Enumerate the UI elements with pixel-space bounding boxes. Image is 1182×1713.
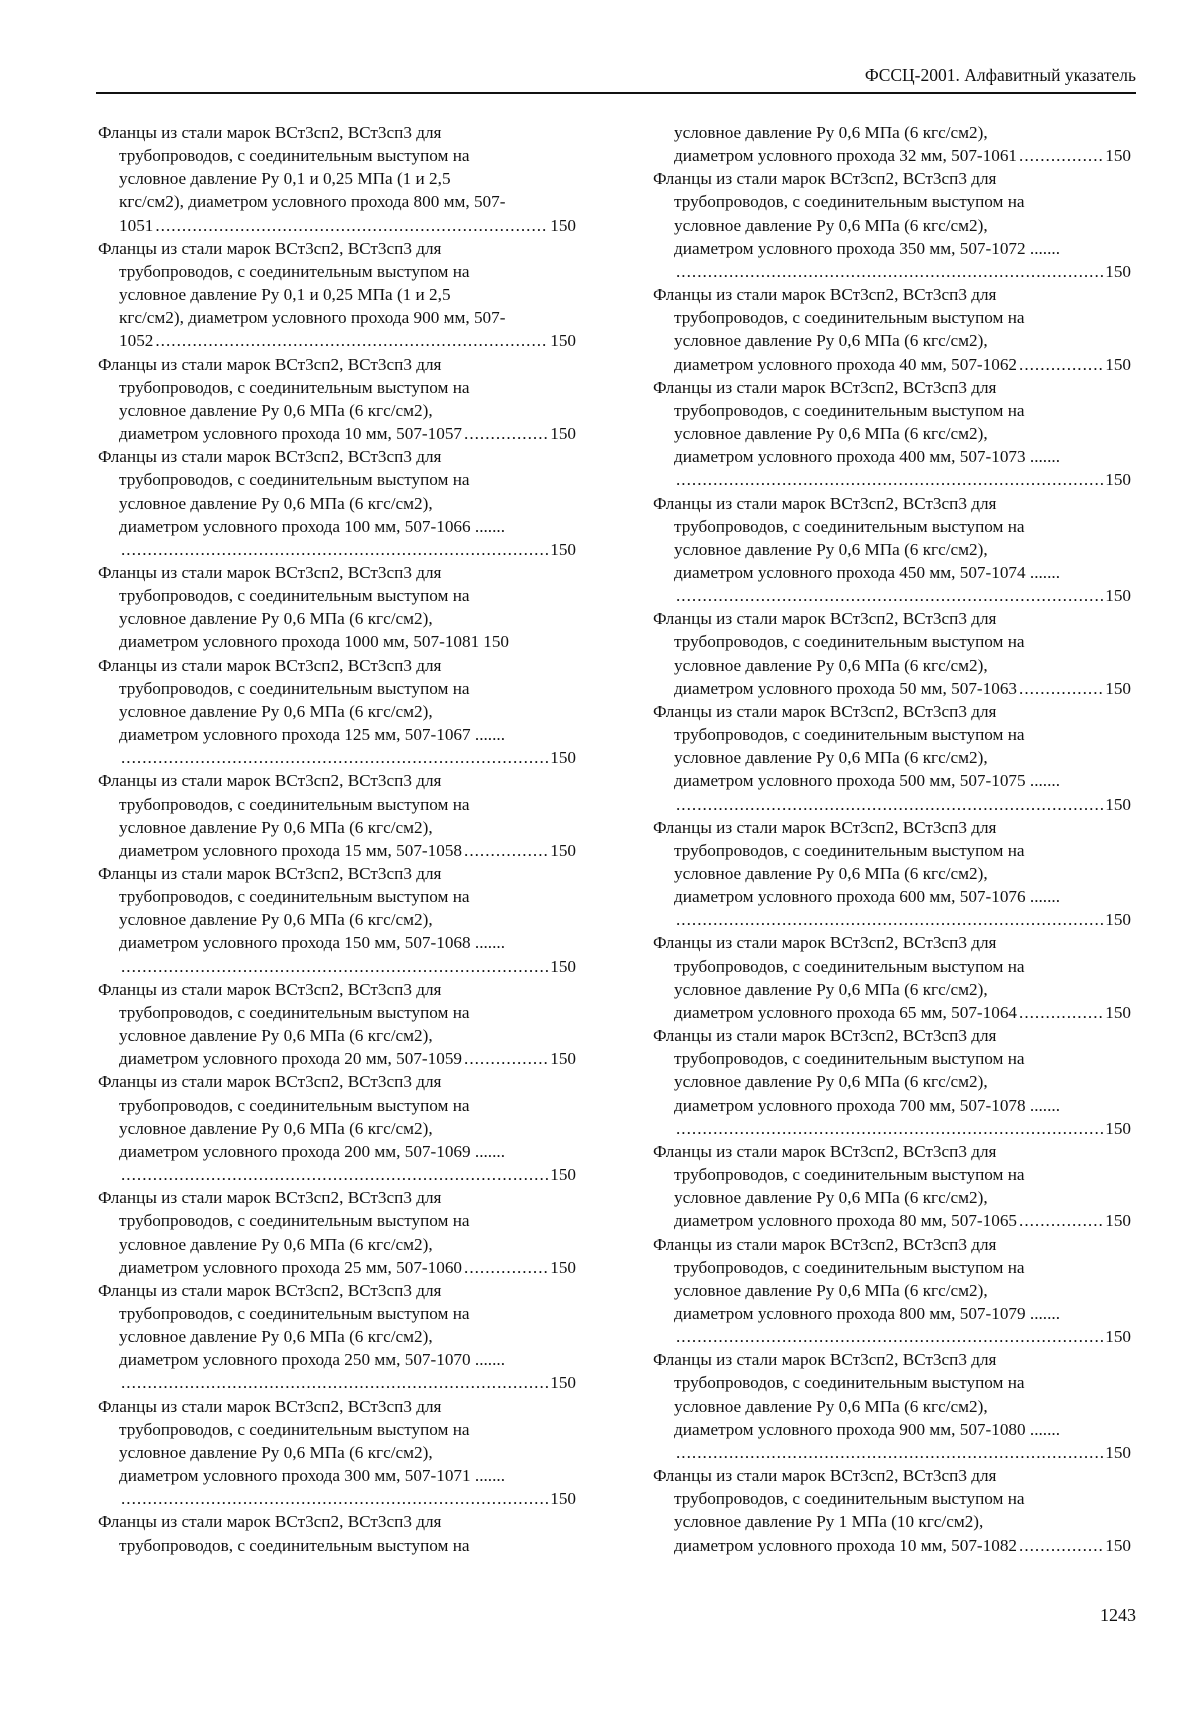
entry-page-number: 150 [550,424,576,444]
entry-page-number: 150 [1105,678,1131,698]
entry-page-ref [98,214,576,237]
dot-leader [1019,353,1103,376]
entry-page-number: 150 [550,1489,576,1509]
entry-page-ref [653,353,1131,376]
entry-title-line: Фланцы из стали марок ВСт3сп2, ВСт3сп3 для [98,123,442,142]
entry-last-line: 1052 [119,331,154,351]
entry-page-ref [653,1117,1131,1140]
index-entry [98,654,576,770]
entry-last-line: диаметром условного прохода 1000 мм, 507-1081 [119,632,480,652]
entry-page-ref [653,260,1131,283]
page-header-title: ФССЦ-2001. Алфавитный указатель [864,65,1136,85]
entry-page-number: 150 [1105,261,1131,281]
entry-page-ref [653,1534,1131,1557]
dot-leader [1019,677,1103,700]
entry-line: диаметром условного прохода 125 мм, 507-1067 ....... [119,725,505,745]
entry-page-number: 150 [550,956,576,976]
entry-line: условное давление Ру 0,6 МПа (6 кгс/см2), [674,331,988,351]
entry-page-number: 150 [1105,586,1131,606]
entry-page-number: 150 [1105,794,1131,814]
dot-leader [676,908,1103,931]
index-entry [653,700,1131,816]
entry-page-number: 150 [550,331,576,351]
index-entry [98,353,576,446]
index-entry [653,1140,1131,1233]
entry-page-ref [98,1163,576,1186]
entry-page-ref [98,955,576,978]
entry-last-line: диаметром условного прохода 25 мм, 507-1060 [119,1257,463,1277]
index-entry [653,1233,1131,1349]
entry-line: трубопроводов, с соединительным выступом на [119,146,470,166]
entry-line: трубопроводов, с соединительным выступом на [119,794,470,814]
entry-line: трубопроводов, с соединительным выступом на [674,1257,1025,1277]
entry-title-line: Фланцы из стали марок ВСт3сп2, ВСт3сп3 для [653,377,997,397]
entry-page-ref [653,1441,1131,1464]
entry-page-ref [98,630,576,653]
page-number: 1243 [1100,1605,1136,1625]
index-entry [98,1070,576,1186]
entry-line: условное давление Ру 0,6 МПа (6 кгс/см2), [119,400,433,420]
entry-line: условное давление Ру 0,6 МПа (6 кгс/см2), [674,1072,988,1092]
entry-page-number: 150 [550,748,576,768]
entry-line: диаметром условного прохода 300 мм, 507-1071 ....... [119,1466,505,1486]
entry-line: трубопроводов, с соединительным выступом на [119,887,470,907]
entry-last-line: диаметром условного прохода 10 мм, 507-1082 [674,1535,1018,1555]
entry-line: условное давление Ру 0,1 и 0,25 МПа (1 и 2,5 [119,169,451,189]
entry-page-number: 150 [1105,1002,1131,1022]
page-header [96,62,1136,94]
entry-line: трубопроводов, с соединительным выступом на [674,956,1025,976]
entry-line: трубопроводов, с соединительным выступом на [674,1373,1025,1393]
entry-line: трубопроводов, с соединительным выступом на [674,1049,1025,1069]
entry-page-ref [653,144,1131,167]
entry-line: условное давление Ру 0,6 МПа (6 кгс/см2), [674,1188,988,1208]
entry-last-line: диаметром условного прохода 20 мм, 507-1059 [119,1049,463,1069]
entry-title-line: Фланцы из стали марок ВСт3сп2, ВСт3сп3 для [98,238,442,258]
entry-title-line: Фланцы из стали марок ВСт3сп2, ВСт3сп3 для [98,979,442,999]
entry-title-line: Фланцы из стали марок ВСт3сп2, ВСт3сп3 для [98,562,442,582]
entry-last-line: диаметром условного прохода 32 мм, 507-1061 [674,146,1018,166]
entry-title-line: Фланцы из стали марок ВСт3сп2, ВСт3сп3 для [653,609,997,629]
dot-leader [464,839,548,862]
entry-page-number: 150 [550,539,576,559]
entry-page-ref [653,908,1131,931]
index-entry [653,121,1131,167]
entry-line: трубопроводов, с соединительным выступом на [674,725,1025,745]
entry-line: условное давление Ру 0,6 МПа (6 кгс/см2), [119,1118,433,1138]
entry-title-line: Фланцы из стали марок ВСт3сп2, ВСт3сп3 для [98,1188,442,1208]
entry-page-number: 150 [1105,1442,1131,1462]
entry-line: трубопроводов, с соединительным выступом на [119,377,470,397]
entry-line: диаметром условного прохода 800 мм, 507-1079 ....... [674,1303,1060,1323]
entry-line: диаметром условного прохода 900 мм, 507-1080 ....... [674,1419,1060,1439]
entry-page-number: 150 [1105,1327,1131,1347]
entry-page-ref [653,1001,1131,1024]
index-entry [653,1464,1131,1557]
entry-page-ref [653,793,1131,816]
entry-page-number: 150 [1105,470,1131,490]
index-entry [653,1024,1131,1140]
index-entry [98,769,576,862]
entry-page-ref [98,538,576,561]
dot-leader [676,584,1103,607]
entry-page-number: 150 [1105,1118,1131,1138]
entry-line: трубопроводов, с соединительным выступом на [674,400,1025,420]
entry-title-line: Фланцы из стали марок ВСт3сп2, ВСт3сп3 для [653,701,997,721]
entry-page-number: 150 [1105,354,1131,374]
dot-leader [676,468,1103,491]
entry-line: условное давление Ру 0,6 МПа (6 кгс/см2), [119,493,433,513]
entry-page-number: 150 [550,215,576,235]
entry-last-line: 1051 [119,215,154,235]
entry-line: условное давление Ру 0,6 МПа (6 кгс/см2), [674,655,988,675]
dot-leader [155,214,548,237]
dot-leader [1019,1001,1103,1024]
entry-last-line: диаметром условного прохода 50 мм, 507-1063 [674,678,1018,698]
index-entry [98,1186,576,1279]
index-entry [98,1395,576,1511]
entry-page-number: 150 [1105,910,1131,930]
entry-page-ref [98,746,576,769]
entry-line: условное давление Ру 0,6 МПа (6 кгс/см2), [119,1026,433,1046]
dot-leader [155,329,548,352]
entry-page-number: 150 [550,1257,576,1277]
index-entry [98,445,576,561]
entry-last-line: диаметром условного прохода 65 мм, 507-1064 [674,1002,1018,1022]
entry-title-line: Фланцы из стали марок ВСт3сп2, ВСт3сп3 для [653,169,997,189]
dot-leader [464,422,548,445]
dot-leader [464,1256,548,1279]
entry-page-ref [98,1371,576,1394]
entry-line: трубопроводов, с соединительным выступом на [674,192,1025,212]
entry-line: условное давление Ру 0,6 МПа (6 кгс/см2), [119,817,433,837]
dot-leader [121,1371,548,1394]
entry-line: условное давление Ру 0,6 МПа (6 кгс/см2), [674,1280,988,1300]
entry-title-line: Фланцы из стали марок ВСт3сп2, ВСт3сп3 для [653,1234,997,1254]
dot-leader [676,1441,1103,1464]
entry-line: трубопроводов, с соединительным выступом на [119,1535,470,1555]
entry-line: трубопроводов, с соединительным выступом на [674,1165,1025,1185]
entry-line: трубопроводов, с соединительным выступом на [119,1419,470,1439]
entry-title-line: Фланцы из стали марок ВСт3сп2, ВСт3сп3 для [98,771,442,791]
entry-line: трубопроводов, с соединительным выступом на [119,1095,470,1115]
entry-line: условное давление Ру 0,6 МПа (6 кгс/см2), [674,424,988,444]
entry-line: трубопроводов, с соединительным выступом на [119,261,470,281]
dot-leader [121,1487,548,1510]
entry-title-line: Фланцы из стали марок ВСт3сп2, ВСт3сп3 для [98,1396,442,1416]
entry-line: условное давление Ру 0,6 МПа (6 кгс/см2), [119,1327,433,1347]
entry-line: диаметром условного прохода 150 мм, 507-1068 ....... [119,933,505,953]
index-entry [98,237,576,353]
dot-leader [121,746,548,769]
index-entry [653,167,1131,283]
entry-line: диаметром условного прохода 200 мм, 507-1069 ....... [119,1141,505,1161]
entry-line: трубопроводов, с соединительным выступом на [119,678,470,698]
entry-line: условное давление Ру 0,6 МПа (6 кгс/см2), [119,701,433,721]
entry-last-line: диаметром условного прохода 15 мм, 507-1058 [119,840,463,860]
entry-line: трубопроводов, с соединительным выступом на [119,470,470,490]
index-entry [653,492,1131,608]
entry-page-ref [653,1325,1131,1348]
dot-leader [676,1325,1103,1348]
index-column-right [653,121,1131,1557]
entry-page-number: 150 [1105,1535,1131,1555]
entry-title-line: Фланцы из стали марок ВСт3сп2, ВСт3сп3 для [98,1512,442,1532]
entry-page-number: 150 [550,1049,576,1069]
entry-line: трубопроводов, с соединительным выступом на [674,308,1025,328]
entry-title-line: Фланцы из стали марок ВСт3сп2, ВСт3сп3 для [653,493,997,513]
dot-leader [1019,144,1103,167]
index-column-left [98,121,576,1557]
dot-leader [121,538,548,561]
entry-title-line: Фланцы из стали марок ВСт3сп2, ВСт3сп3 для [653,1466,997,1486]
entry-title-line: Фланцы из стали марок ВСт3сп2, ВСт3сп3 для [653,1350,997,1370]
index-entry [98,1510,576,1556]
entry-line: условное давление Ру 1 МПа (10 кгс/см2), [674,1512,984,1532]
entry-last-line: диаметром условного прохода 80 мм, 507-1065 [674,1211,1018,1231]
dot-leader [1019,1209,1103,1232]
entry-line: условное давление Ру 0,6 МПа (6 кгс/см2), [119,1442,433,1462]
entry-line: кгс/см2), диаметром условного прохода 900 мм, 507- [119,308,506,328]
entry-line: условное давление Ру 0,6 МПа (6 кгс/см2), [674,979,988,999]
entry-line: условное давление Ру 0,6 МПа (6 кгс/см2), [674,123,988,142]
entry-title-line: Фланцы из стали марок ВСт3сп2, ВСт3сп3 для [653,1026,997,1046]
index-entry [98,121,576,237]
dot-leader [676,793,1103,816]
entry-line: условное давление Ру 0,6 МПа (6 кгс/см2), [674,1396,988,1416]
entry-line: условное давление Ру 0,6 МПа (6 кгс/см2), [674,864,988,883]
entry-line: условное давление Ру 0,6 МПа (6 кгс/см2), [119,1234,433,1254]
entry-line: диаметром условного прохода 700 мм, 507-1078 ....... [674,1095,1060,1115]
entry-title-line: Фланцы из стали марок ВСт3сп2, ВСт3сп3 для [98,864,442,883]
index-entry [653,376,1131,492]
entry-line: диаметром условного прохода 100 мм, 507-1066 ....... [119,516,505,536]
entry-title-line: Фланцы из стали марок ВСт3сп2, ВСт3сп3 для [98,1072,442,1092]
entry-line: диаметром условного прохода 500 мм, 507-1075 ....... [674,771,1060,791]
entry-line: диаметром условного прохода 600 мм, 507-1076 ....... [674,887,1060,907]
entry-title-line: Фланцы из стали марок ВСт3сп2, ВСт3сп3 для [98,1280,442,1300]
entry-line: трубопроводов, с соединительным выступом на [674,632,1025,652]
index-entry [98,862,576,978]
dot-leader [676,1117,1103,1140]
entry-line: трубопроводов, с соединительным выступом на [119,1303,470,1323]
entry-page-number: 150 [483,632,509,652]
entry-title-line: Фланцы из стали марок ВСт3сп2, ВСт3сп3 для [653,933,997,953]
entry-last-line: диаметром условного прохода 10 мм, 507-1057 [119,424,463,444]
entry-page-ref [653,677,1131,700]
entry-page-ref [653,468,1131,491]
index-entry [653,1348,1131,1464]
entry-line: кгс/см2), диаметром условного прохода 800 мм, 507- [119,192,506,212]
entry-page-ref [653,584,1131,607]
index-entry [653,816,1131,932]
entry-title-line: Фланцы из стали марок ВСт3сп2, ВСт3сп3 для [98,447,442,467]
entry-page-ref [98,422,576,445]
entry-line: диаметром условного прохода 400 мм, 507-1073 ....... [674,447,1060,467]
entry-page-number: 150 [550,1373,576,1393]
entry-title-line: Фланцы из стали марок ВСт3сп2, ВСт3сп3 для [653,285,997,305]
entry-page-ref [98,1487,576,1510]
entry-line: условное давление Ру 0,6 МПа (6 кгс/см2), [119,910,433,930]
entry-page-ref [98,329,576,352]
entry-page-number: 150 [1105,146,1131,166]
entry-page-ref [653,1209,1131,1232]
dot-leader [676,260,1103,283]
entry-line: условное давление Ру 0,6 МПа (6 кгс/см2), [674,215,988,235]
entry-title-line: Фланцы из стали марок ВСт3сп2, ВСт3сп3 для [98,354,442,374]
index-entry [98,978,576,1071]
dot-leader [464,1047,548,1070]
entry-line: условное давление Ру 0,1 и 0,25 МПа (1 и 2,5 [119,285,451,305]
entry-line: трубопроводов, с соединительным выступом на [119,586,470,606]
index-entry [98,561,576,654]
entry-line: трубопроводов, с соединительным выступом на [674,516,1025,536]
entry-line: трубопроводов, с соединительным выступом на [119,1002,470,1022]
entry-line: условное давление Ру 0,6 МПа (6 кгс/см2), [119,609,433,629]
entry-title-line: Фланцы из стали марок ВСт3сп2, ВСт3сп3 для [653,817,997,837]
entry-last-line: диаметром условного прохода 40 мм, 507-1062 [674,354,1018,374]
entry-page-ref [98,1256,576,1279]
entry-title-line: Фланцы из стали марок ВСт3сп2, ВСт3сп3 для [653,1141,997,1161]
entry-page-ref [98,839,576,862]
entry-page-number: 150 [550,840,576,860]
index-entry [653,931,1131,1024]
entry-line: условное давление Ру 0,6 МПа (6 кгс/см2), [674,748,988,768]
entry-line: диаметром условного прохода 350 мм, 507-1072 ....... [674,238,1060,258]
dot-leader [121,1163,548,1186]
index-entry [653,607,1131,700]
entry-line: трубопроводов, с соединительным выступом на [119,1211,470,1231]
entry-title-line: Фланцы из стали марок ВСт3сп2, ВСт3сп3 для [98,655,442,675]
entry-line: диаметром условного прохода 450 мм, 507-1074 ....... [674,562,1060,582]
index-entry [653,283,1131,376]
entry-line: трубопроводов, с соединительным выступом на [674,840,1025,860]
entry-page-number: 150 [1105,1211,1131,1231]
entry-line: диаметром условного прохода 250 мм, 507-1070 ....... [119,1350,505,1370]
dot-leader [121,955,548,978]
index-entry [98,1279,576,1395]
entry-page-number: 150 [550,1165,576,1185]
entry-page-ref [98,1047,576,1070]
entry-line: условное давление Ру 0,6 МПа (6 кгс/см2), [674,539,988,559]
dot-leader [1019,1534,1103,1557]
entry-line: трубопроводов, с соединительным выступом на [674,1489,1025,1509]
